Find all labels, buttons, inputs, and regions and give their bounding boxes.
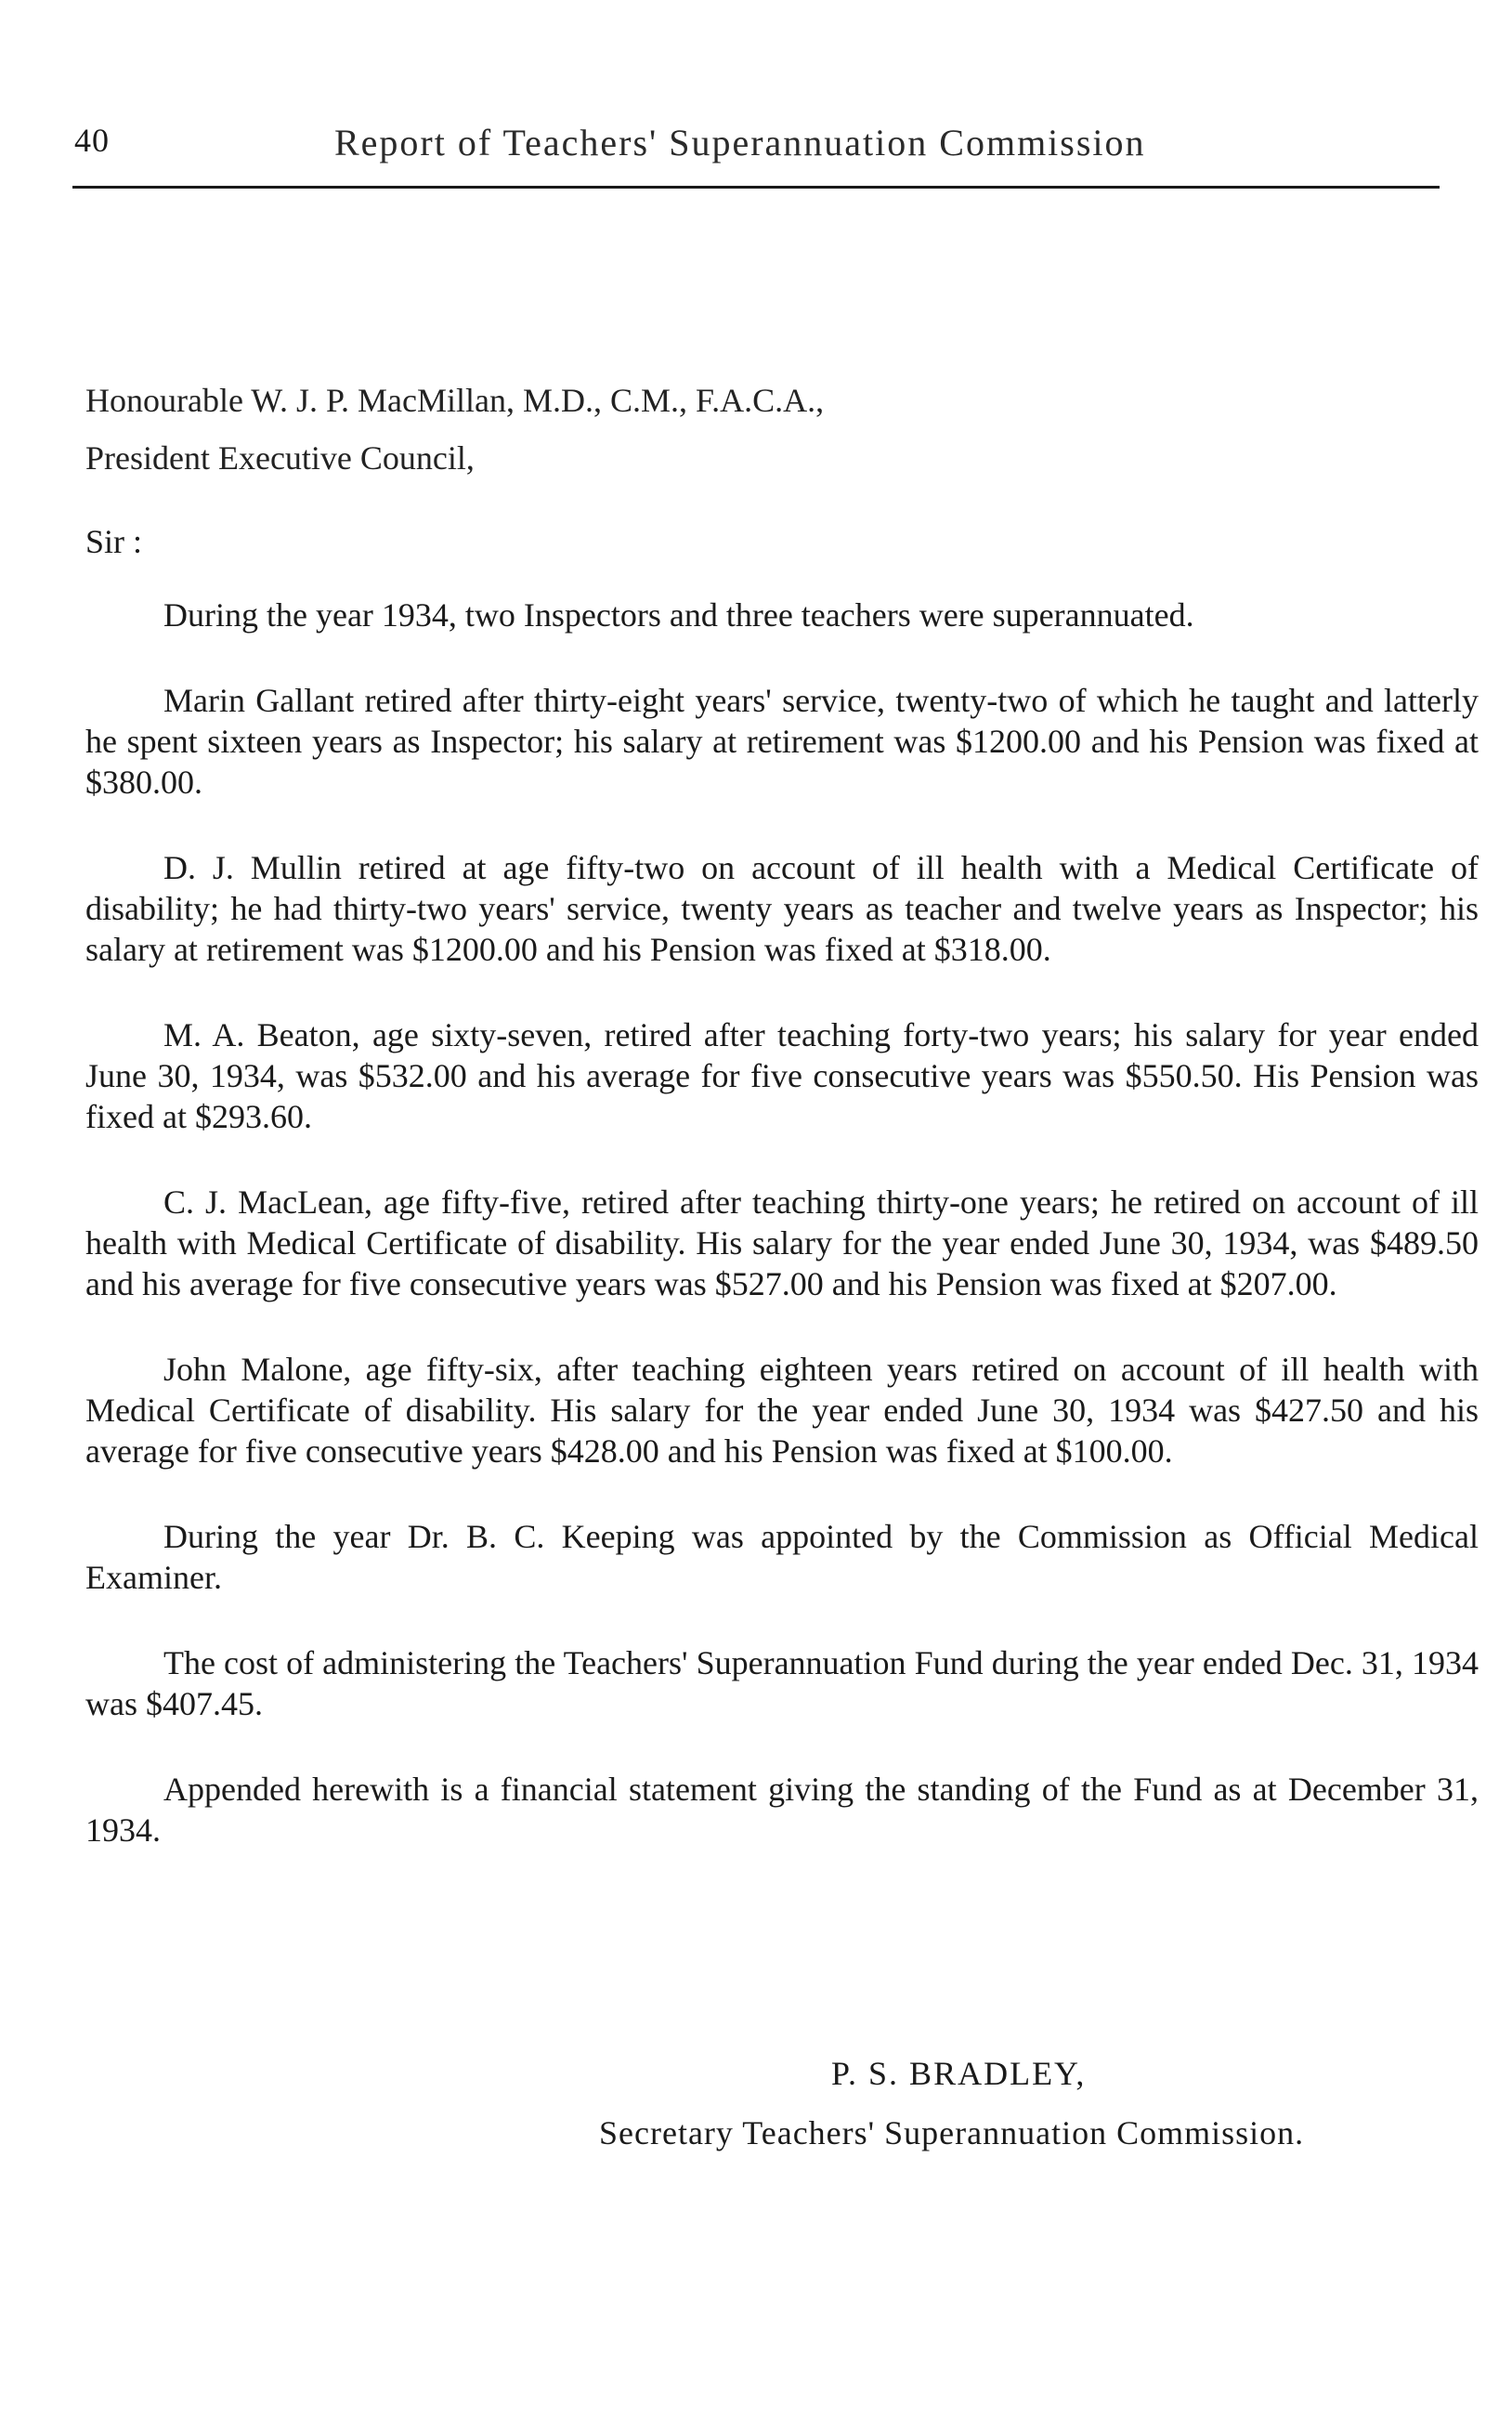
header-rule [72,186,1440,189]
address-block [85,372,1386,487]
paragraph-intro: During the year 1934, two Inspectors and three teachers were superannuated. [163,596,1194,634]
page-number: 40 [74,122,110,159]
running-title: Report of Teachers' Superannuation Commission [334,122,1146,163]
signature-block [599,2044,1435,2163]
paragraph-medical-examiner: During the year Dr. B. C. Keeping was appointed by the Commission as Official Medical Examiner. [85,1518,1479,1596]
paragraph-mullin: D. J. Mullin retired at age fifty-two on account of ill health with a Medical Certificate of disability; he had thirty-two years' service, twenty years as teacher and twelve years as Inspector; his salary at retirement was $1200.00 and his Pension was fixed at $318.00. [85,849,1479,968]
paragraph-gallant: Marin Gallant retired after thirty-eight years' service, twenty-two of which he taught and latterly he spent sixteen years as Inspector; his salary at retirement was $1200.00 and his Pension was fixed at $380.00. [85,682,1479,801]
letter-body [85,595,1479,1895]
signatory-title: Secretary Teachers' Superannuation Commission. [599,2114,1305,2151]
paragraph-malone: John Malone, age fifty-six, after teaching eighteen years retired on account of ill health with Medical Certificate of disability. His salary for the year ended June 30, 1934 was $427.50 and his average for five consecutive years $428.00 and his Pension was fixed at $100.00. [85,1351,1479,1470]
signatory-name: P. S. BRADLEY, [831,2055,1087,2092]
paragraph-appended-statement: Appended herewith is a financial statement giving the standing of the Fund as at December 31, 1934. [85,1771,1479,1849]
paragraph-administration-cost: The cost of administering the Teachers' Superannuation Fund during the year ended Dec. 31, 1934 was $407.45. [85,1644,1479,1722]
address-line-office: President Executive Council, [85,439,475,477]
paragraph-beaton: M. A. Beaton, age sixty-seven, retired after teaching forty-two years; his salary for year ended June 30, 1934, was $532.00 and his average for five consecutive years was $550.50. His Pension was fixed at $293.60. [85,1016,1479,1135]
page-header [74,121,1430,177]
paragraph-maclean: C. J. MacLean, age fifty-five, retired after teaching thirty-one years; he retired on account of ill health with Medical Certificate of disability. His salary for the year ended June 30, 1934, was $489.50 and his average for five consecutive years was $527.00 and his Pension was fixed at $207.00. [85,1183,1479,1302]
address-line-recipient: Honourable W. J. P. MacMillan, M.D., C.M., F.A.C.A., [85,382,825,419]
salutation: Sir : [85,523,143,560]
